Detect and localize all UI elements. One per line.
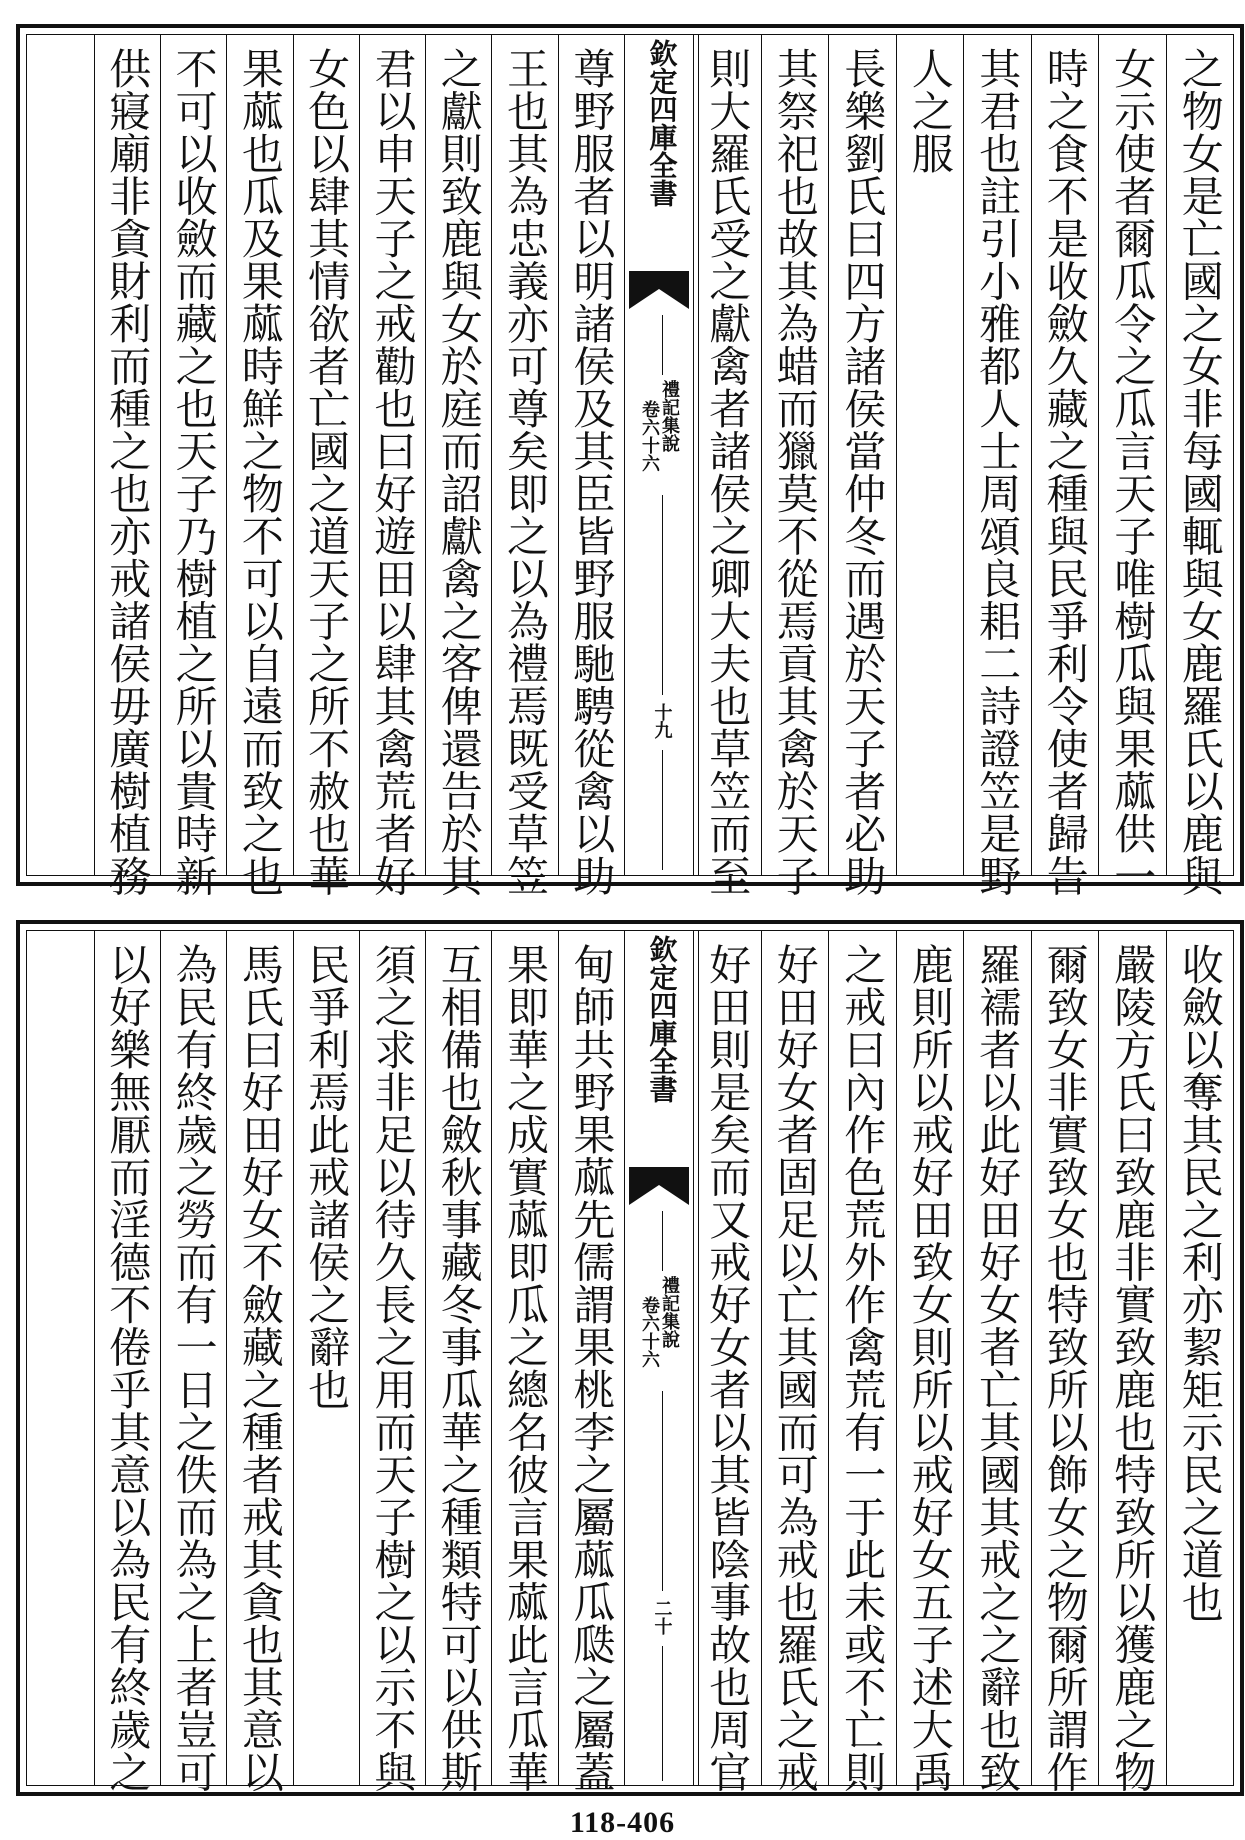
text-column — [160, 931, 226, 1793]
text-column — [1098, 35, 1166, 897]
column-text: 其君也註引小雅都人士周頌良耜二詩證笠是野 — [973, 47, 1023, 897]
text-column — [558, 35, 624, 897]
page-footer-number: 118-406 — [569, 1806, 676, 1839]
right-half-top — [693, 35, 1233, 897]
column-text: 民爭利焉此戒諸侯之辭也 — [302, 943, 352, 1411]
column-text: 以好樂無厭而淫德不倦乎其意以為民有終歲之 — [103, 943, 153, 1793]
column-text: 鹿則所以戒好田致女則所以戒好女五子述大禹 — [905, 943, 955, 1793]
text-column — [293, 931, 359, 1785]
fish-tail-mark-icon — [629, 271, 689, 309]
page-frame — [26, 930, 1234, 1793]
column-text: 之獻則致鹿與女於庭而詔獻禽之客俾還告於其 — [434, 47, 484, 897]
column-text: 其祭祀也故其為蜡而獵莫不從焉貢其禽於天子 — [770, 47, 820, 897]
column-text: 果即華之成實蓏即瓜之總名彼言果蓏此言瓜華 — [501, 943, 551, 1793]
page-frame — [26, 34, 1234, 897]
divider-line — [662, 1391, 664, 1591]
left-half-top — [27, 35, 624, 897]
column-text: 果蓏也瓜及果蓏時鮮之物不可以自遠而致之也 — [235, 47, 285, 897]
column-text: 須之求非足以待久長之用而天子樹之以示不與 — [368, 943, 418, 1793]
text-column — [491, 35, 557, 897]
text-column — [425, 35, 491, 897]
page-bottom — [16, 920, 1244, 1796]
column-text: 長樂劉氏曰四方諸侯當仲冬而遇於天子者必助 — [838, 47, 888, 897]
column-text: 嚴陵方氏曰致鹿非實致鹿也特致所以獲鹿之物 — [1108, 943, 1158, 1793]
column-text: 人之服 — [905, 47, 955, 175]
page-number: 二十 — [651, 1599, 673, 1635]
text-column — [1031, 931, 1099, 1793]
center-spine — [624, 35, 699, 875]
column-text: 君以申天子之戒勸也曰好遊田以肆其禽荒者好 — [368, 47, 418, 897]
text-column — [226, 931, 292, 1793]
library-title: 欽定四庫全書 — [645, 39, 679, 207]
text-column — [94, 35, 160, 897]
text-column-empty — [27, 35, 93, 875]
column-text: 之物女是亡國之女非每國輒與女鹿羅氏以鹿與 — [1175, 47, 1225, 897]
volume-label: 卷六十六 — [639, 1296, 660, 1368]
text-column — [1166, 35, 1234, 897]
text-column — [359, 35, 425, 897]
text-column — [896, 35, 964, 875]
column-text: 甸師共野果蓏先儒謂果桃李之屬蓏瓜瓞之屬蓋 — [567, 943, 617, 1793]
text-column — [359, 931, 425, 1793]
column-text: 尊野服者以明諸侯及其臣皆野服馳騁從禽以助 — [567, 47, 617, 897]
fish-tail-mark-icon — [629, 1167, 689, 1205]
text-column — [828, 35, 896, 897]
page-number: 十九 — [651, 703, 673, 739]
text-column — [761, 35, 829, 897]
book-title: 禮記集說 — [659, 1276, 680, 1348]
text-column — [491, 931, 557, 1793]
text-column — [963, 931, 1031, 1793]
column-text: 為民有終歲之勞而有一日之佚而為之上者豈可 — [169, 943, 219, 1793]
text-column — [693, 35, 761, 897]
text-column — [226, 35, 292, 897]
left-half-bottom — [27, 931, 624, 1793]
column-text: 收斂以奪其民之利亦絜矩示民之道也 — [1175, 943, 1225, 1623]
column-text: 女色以肆其情欲者亡國之道天子之所不赦也華 — [302, 47, 352, 897]
column-text: 王也其為忠義亦可尊矣即之以為禮焉既受草笠 — [501, 47, 551, 897]
text-column — [693, 931, 761, 1793]
text-column — [828, 931, 896, 1793]
text-column — [293, 35, 359, 897]
column-text: 供寢廟非貪財利而種之也亦戒諸侯毋廣樹植務 — [103, 47, 153, 897]
right-half-bottom — [693, 931, 1233, 1793]
center-spine — [624, 931, 699, 1785]
divider-line — [662, 315, 664, 375]
text-column — [425, 931, 491, 1793]
divider-line — [662, 750, 664, 870]
column-text: 羅襦者以此好田好女者亡其國其戒之之辭也致 — [973, 943, 1023, 1793]
text-column-empty — [27, 931, 93, 1785]
column-text: 好田好女者固足以亡其國而可為戒也羅氏之戒 — [770, 943, 820, 1793]
column-text: 之戒曰內作色荒外作禽荒有一于此未或不亡則 — [838, 943, 888, 1793]
column-text: 時之食不是收斂久藏之種與民爭利令使者歸告 — [1040, 47, 1090, 897]
column-text: 好田則是矣而又戒好女者以其皆陰事故也周官 — [703, 943, 753, 1793]
text-column — [558, 931, 624, 1793]
text-column — [94, 931, 160, 1793]
text-column — [761, 931, 829, 1793]
text-column — [1098, 931, 1166, 1793]
text-column — [963, 35, 1031, 897]
column-text: 女示使者爾瓜令之瓜言天子唯樹瓜與果蓏供一 — [1108, 47, 1158, 897]
column-text: 馬氏曰好田好女不斂藏之種者戒其貪也其意以 — [235, 943, 285, 1793]
text-column — [1166, 931, 1234, 1785]
divider-line — [662, 1646, 664, 1781]
column-text: 爾致女非實致女也特致所以飾女之物爾所謂作 — [1040, 943, 1090, 1793]
column-text: 不可以收斂而藏之也天子乃樹植之所以貴時新 — [169, 47, 219, 897]
volume-label: 卷六十六 — [639, 400, 660, 472]
library-title: 欽定四庫全書 — [645, 935, 679, 1103]
column-text: 則大羅氏受之獻禽者諸侯之卿大夫也草笠而至 — [703, 47, 753, 897]
column-text: 互相備也斂秋事藏冬事瓜華之種類特可以供斯 — [434, 943, 484, 1793]
book-title: 禮記集說 — [659, 380, 680, 452]
divider-line — [662, 495, 664, 695]
text-column — [896, 931, 964, 1793]
page-top — [16, 24, 1244, 897]
text-column — [160, 35, 226, 897]
text-column — [1031, 35, 1099, 897]
divider-line — [662, 1211, 664, 1271]
